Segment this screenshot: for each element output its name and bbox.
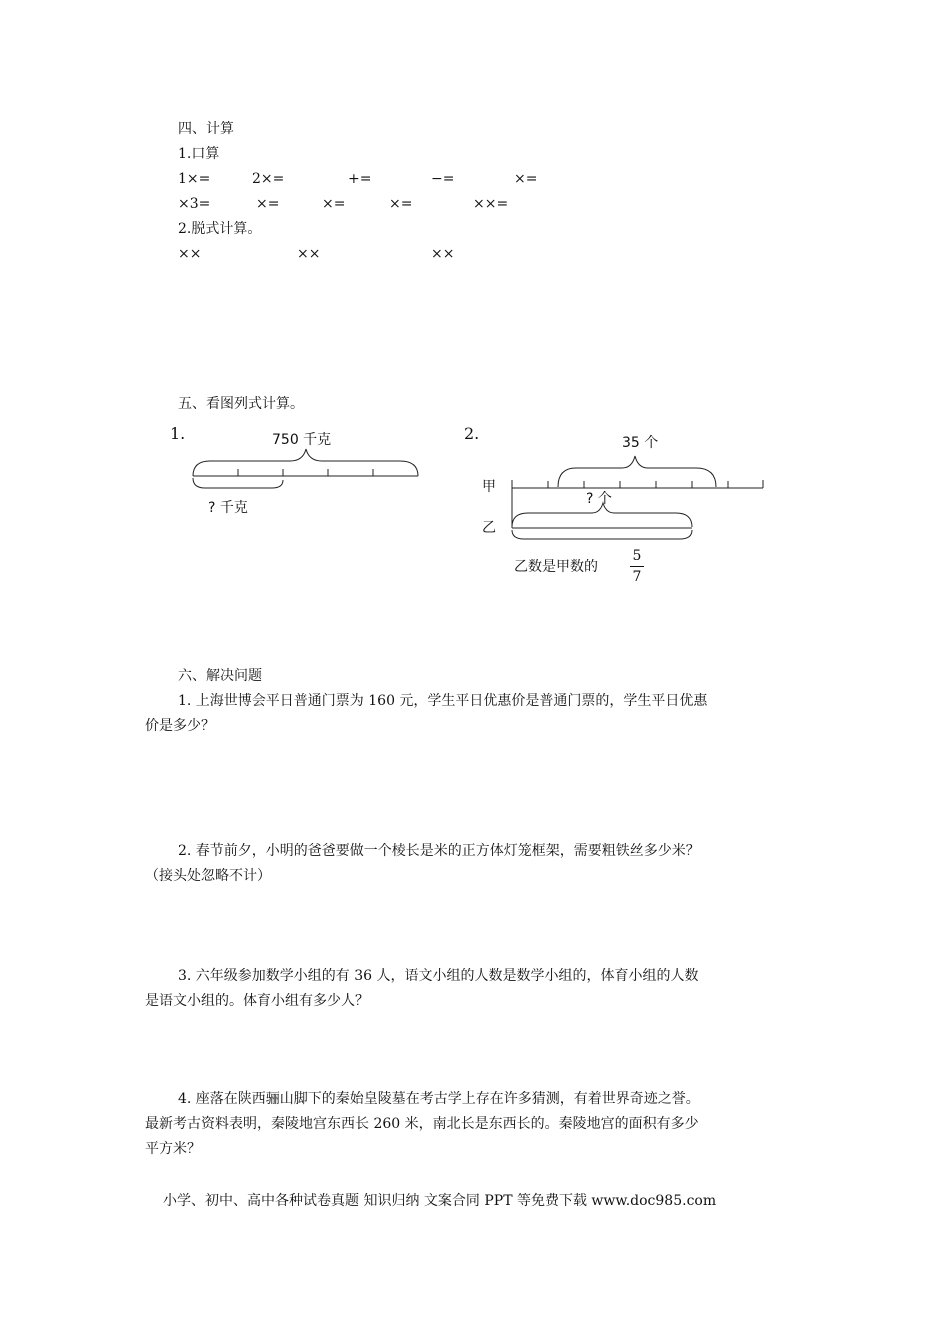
oral-item: 2×= [252, 171, 285, 187]
question-3-line-1: 3. 六年级参加数学小组的有 36 人，语文小组的人数是数学小组的，体育小组的人数 [178, 968, 699, 984]
fraction-numerator: 5 [632, 548, 642, 564]
question-1-line-1: 1. 上海世博会平日普通门票为 160 元，学生平日优惠价是普通门票的，学生平日优惠 [178, 693, 708, 709]
question-4-line-2: 最新考古资料表明，秦陵地宫东西长 260 米，南北长是东西长的。秦陵地宫的面积有多少 [145, 1116, 699, 1132]
figure-2-number: 2. [464, 424, 480, 443]
subsection-oral-calc: 1.口算 [178, 146, 220, 162]
step-item: ×× [297, 246, 321, 262]
section-4-title: 四、计算 [178, 121, 234, 137]
question-1-line-2: 价是多少？ [145, 718, 215, 734]
oral-item: 1×= [178, 171, 211, 187]
figure-2-mid-label: ? 个 [586, 491, 612, 507]
oral-item: += [348, 171, 372, 187]
section-5-title: 五、看图列式计算。 [178, 396, 304, 412]
figure-1-top-label: 750 千克 [272, 432, 332, 448]
oral-item: ×= [256, 196, 280, 212]
figure-2-bottom-brace [512, 530, 692, 539]
question-3-line-2: 是语文小组的。体育小组有多少人？ [145, 993, 369, 1009]
fraction-denominator: 7 [632, 569, 642, 585]
step-item: ×× [178, 246, 202, 262]
step-item: ×× [431, 246, 455, 262]
question-2-line-1: 2. 春节前夕，小明的爸爸要做一个棱长是米的正方体灯笼框架，需要粗铁丝多少米？ [178, 843, 700, 859]
figure-1-bottom-brace [193, 478, 283, 488]
section-6-title: 六、解决问题 [178, 668, 262, 684]
question-4-line-3: 平方米？ [145, 1141, 201, 1157]
figure-1-top-brace [193, 449, 418, 476]
footer-text: 小学、初中、高中各种试卷真题 知识归纳 文案合同 PPT 等免费下载 www.doc985.com [163, 1193, 717, 1209]
figure-2-caption: 乙数是甲数的 [514, 559, 598, 575]
figure-1-bottom-label: ? 千克 [208, 500, 248, 516]
oral-item: ××= [473, 196, 509, 212]
question-2-line-2: （接头处忽略不计） [145, 868, 271, 884]
figure-1-diagram [193, 449, 418, 488]
question-4-line-1: 4. 座落在陕西骊山脚下的秦始皇陵墓在考古学上存在许多猜测，有着世界奇迹之誉。 [178, 1091, 700, 1107]
oral-item: ×= [514, 171, 538, 187]
oral-item: ×= [389, 196, 413, 212]
figure-1-number: 1. [170, 424, 186, 443]
oral-item: −= [431, 171, 455, 187]
oral-item: ×3= [178, 196, 211, 212]
figure-2-row-a-label: 甲 [482, 479, 496, 495]
figure-2-diagram [512, 456, 763, 539]
figure-2-top-label: 35 个 [622, 435, 659, 451]
subsection-step-calc: 2.脱式计算。 [178, 221, 262, 237]
oral-item: ×= [322, 196, 346, 212]
figure-2-row-b-label: 乙 [482, 520, 496, 536]
figure-2-mid-brace [512, 503, 692, 527]
